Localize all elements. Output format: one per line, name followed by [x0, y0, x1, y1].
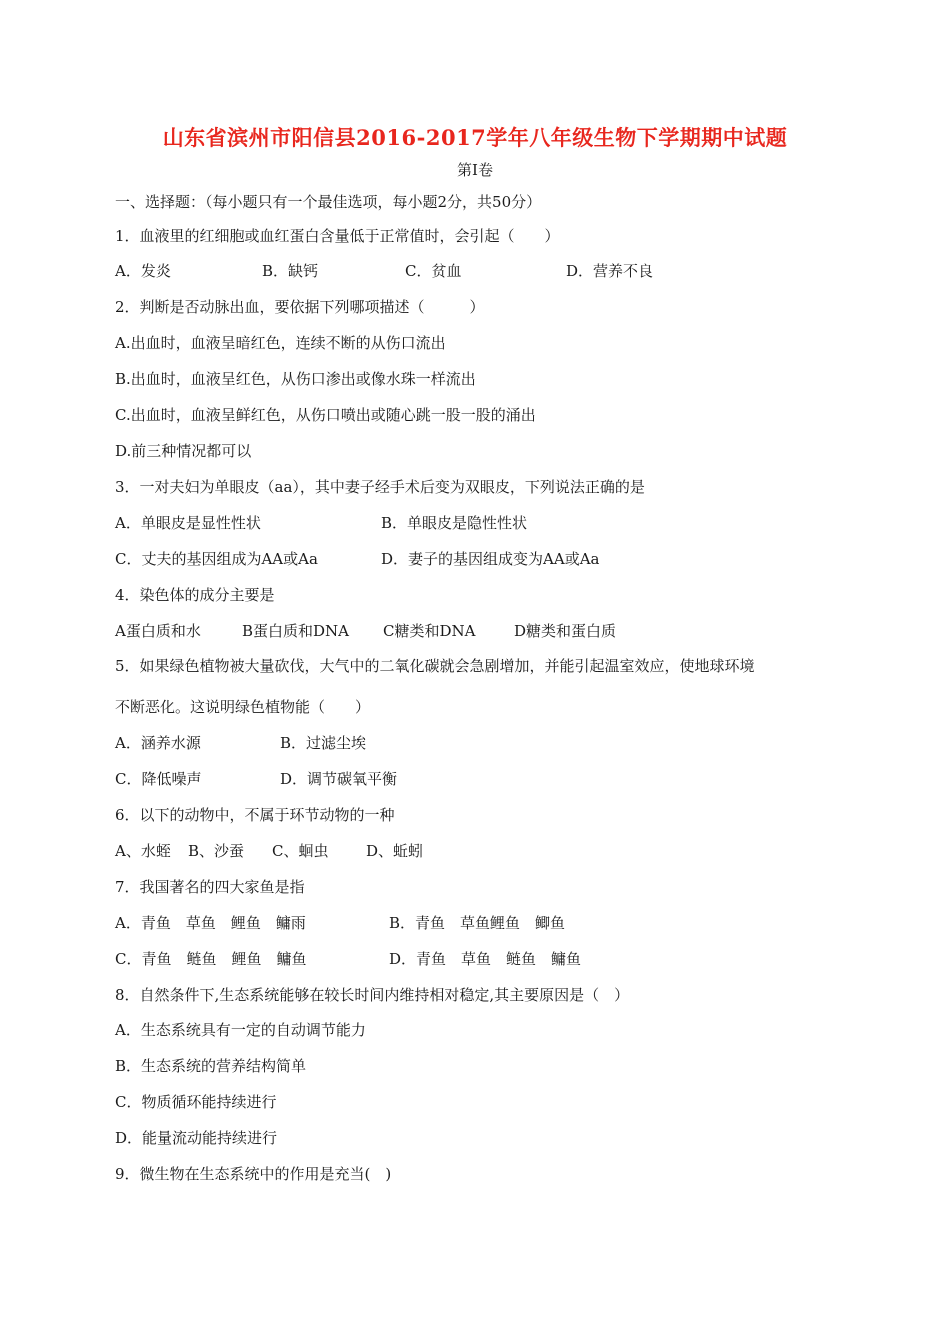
question-7-option-a: A．青鱼 草鱼 鲤鱼 鳙雨: [115, 914, 306, 932]
question-9-stem: 9．微生物在生态系统中的作用是充当( ): [115, 1165, 392, 1183]
question-2-option-a: A.出血时，血液呈暗红色，连续不断的从伤口流出: [115, 334, 446, 352]
question-7-stem: 7．我国著名的四大家鱼是指: [115, 878, 305, 896]
question-7-option-b: B．青鱼 草鱼鲤鱼 鲫鱼: [389, 914, 566, 932]
question-2-option-c: C.出血时，血液呈鲜红色，从伤口喷出或随心跳一股一股的涌出: [115, 406, 536, 424]
question-8-option-b: B．生态系统的营养结构简单: [115, 1057, 307, 1075]
question-6-stem: 6．以下的动物中，不属于环节动物的一种: [115, 806, 395, 824]
question-1-stem: 1．血液里的红细胞或血红蛋白含量低于正常值时，会引起（ ）: [115, 227, 560, 245]
question-1-option-b: B．缺钙: [262, 262, 319, 280]
volume-label: 第Ⅰ卷: [457, 161, 493, 179]
question-4-option-a: A蛋白质和水: [115, 622, 201, 640]
question-3-option-c: C．丈夫的基因组成为AA或Aa: [115, 550, 318, 568]
question-6-option-a: A、水蛭: [115, 842, 171, 860]
question-8-option-c: C．物质循环能持续进行: [115, 1093, 277, 1111]
question-4-stem: 4．染色体的成分主要是: [115, 586, 275, 604]
section-heading: 一、选择题：（每小题只有一个最佳选项，每小题2分，共50分）: [115, 193, 542, 211]
question-4-option-b: B蛋白质和DNA: [242, 622, 350, 640]
question-2-option-d: D.前三种情况都可以: [115, 442, 252, 460]
question-8-stem: 8．自然条件下,生态系统能够在较长时间内维持相对稳定,其主要原因是（ ）: [115, 986, 630, 1004]
question-1-option-d: D．营养不良: [566, 262, 654, 280]
question-8-option-d: D．能量流动能持续进行: [115, 1129, 278, 1147]
question-3-stem: 3．一对夫妇为单眼皮（aa），其中妻子经手术后变为双眼皮，下列说法正确的是: [115, 478, 645, 496]
question-3-option-a: A．单眼皮是显性性状: [115, 514, 261, 532]
question-5-stem: 5．如果绿色植物被大量砍伐，大气中的二氧化碳就会急剧增加，并能引起温室效应，使地球环境: [115, 657, 755, 675]
question-8-option-a: A．生态系统具有一定的自动调节能力: [115, 1021, 366, 1039]
question-6-option-c: C、蛔虫: [272, 842, 329, 860]
question-5-option-a: A．涵养水源: [115, 734, 201, 752]
question-6-option-b: B、沙蚕: [188, 842, 245, 860]
question-7-option-c: C．青鱼 鲢鱼 鲤鱼 鳙鱼: [115, 950, 307, 968]
question-7-option-d: D．青鱼 草鱼 鲢鱼 鳙鱼: [389, 950, 582, 968]
question-3-option-b: B．单眼皮是隐性性状: [381, 514, 528, 532]
question-5-option-d: D．调节碳氧平衡: [280, 770, 398, 788]
question-1-option-c: C．贫血: [405, 262, 462, 280]
page-title: 山东省滨州市阳信县2016-2017学年八年级生物下学期期中试题: [162, 125, 788, 150]
question-3-option-d: D．妻子的基因组成变为AA或Aa: [381, 550, 600, 568]
question-2-option-b: B.出血时，血液呈红色，从伤口渗出或像水珠一样流出: [115, 370, 476, 388]
question-2-stem: 2．判断是否动脉出血，要依据下列哪项描述（ ）: [115, 298, 485, 316]
question-4-option-c: C糖类和DNA: [383, 622, 476, 640]
question-5-option-b: B．过滤尘埃: [280, 734, 367, 752]
question-1-option-a: A．发炎: [115, 262, 171, 280]
question-5-option-c: C．降低噪声: [115, 770, 202, 788]
question-5-stem-continued: 不断恶化。这说明绿色植物能（ ）: [115, 698, 371, 716]
question-6-option-d: D、蚯蚓: [366, 842, 424, 860]
question-4-option-d: D糖类和蛋白质: [514, 622, 617, 640]
